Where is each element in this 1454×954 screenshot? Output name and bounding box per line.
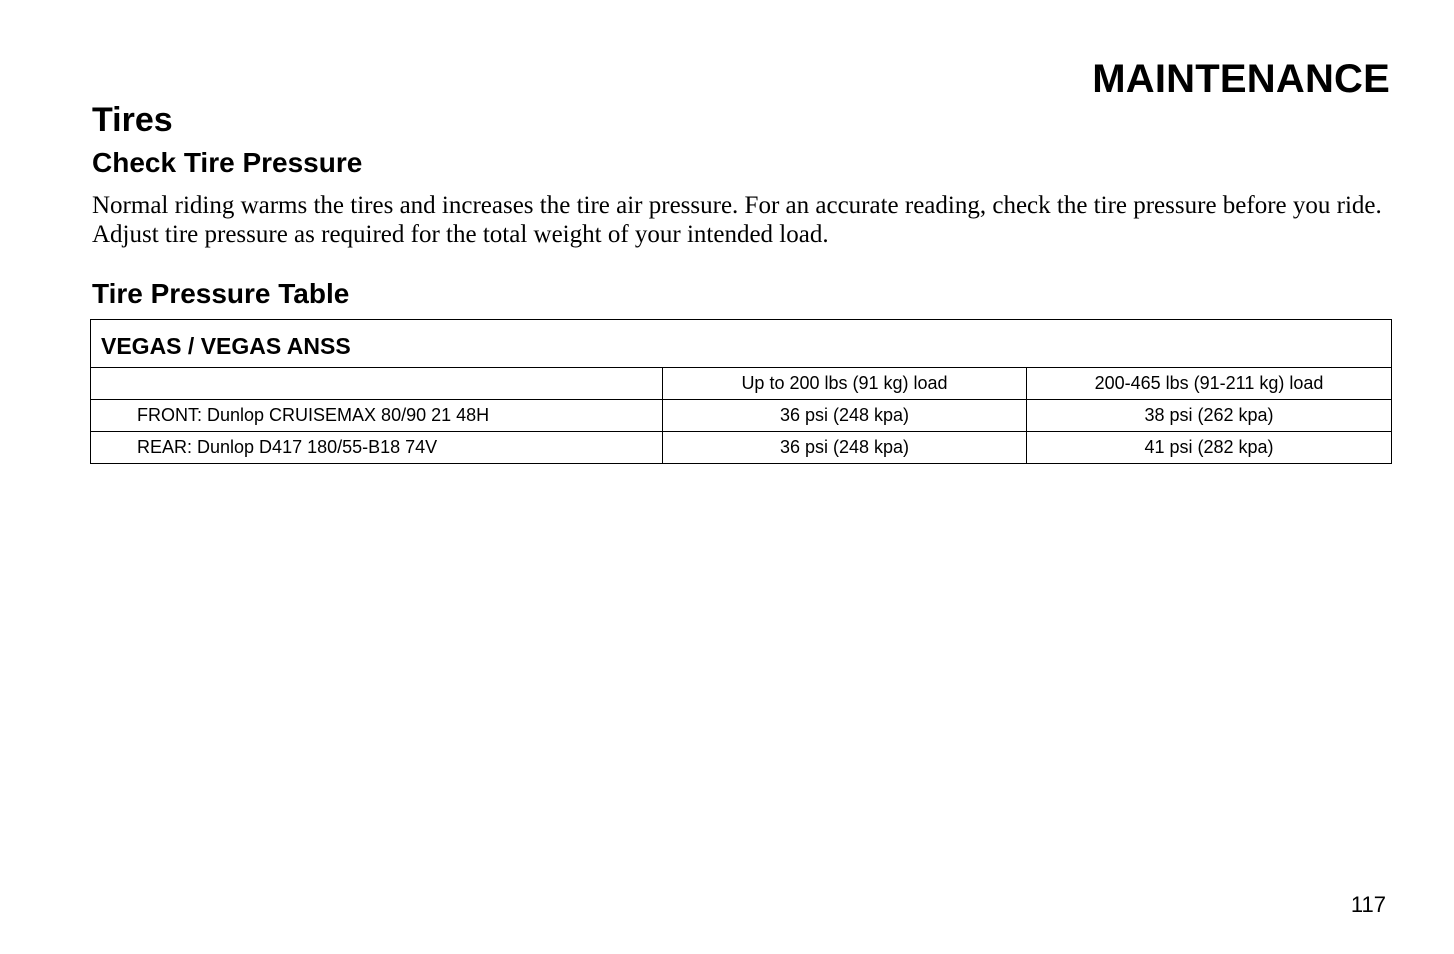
table-model-row: [91, 320, 1392, 368]
page-title: Tires: [92, 101, 173, 139]
pressure-cell: 41 psi (282 kpa): [1027, 432, 1392, 464]
body-paragraph: Normal riding warms the tires and increases the tire air pressure. For an accurate reading, check the tire pressure before you ride. Adjust tire pressure as required for the total weight of your intended load.: [92, 192, 1382, 248]
page-number: 117: [1350, 892, 1386, 917]
tire-name-cell: FRONT: Dunlop CRUISEMAX 80/90 21 48H: [91, 400, 663, 432]
pressure-cell: 38 psi (262 kpa): [1027, 400, 1392, 432]
section-header: MAINTENANCE: [1092, 57, 1390, 101]
table-row: [91, 432, 1392, 464]
model-name-cell: VEGAS / VEGAS ANSS: [91, 320, 1392, 368]
tire-name-cell: REAR: Dunlop D417 180/55-B18 74V: [91, 432, 663, 464]
column-header-tire: [91, 368, 663, 400]
column-header-load-low: Up to 200 lbs (91 kg) load: [663, 368, 1027, 400]
pressure-cell: 36 psi (248 kpa): [663, 432, 1027, 464]
table-header-row: [91, 368, 1392, 400]
table-row: [91, 400, 1392, 432]
column-header-load-high: 200-465 lbs (91-211 kg) load: [1027, 368, 1392, 400]
subtitle-check-tire-pressure: Check Tire Pressure: [92, 147, 363, 178]
pressure-cell: 36 psi (248 kpa): [663, 400, 1027, 432]
table-heading: Tire Pressure Table: [92, 278, 350, 309]
tire-pressure-table: [90, 319, 1392, 464]
